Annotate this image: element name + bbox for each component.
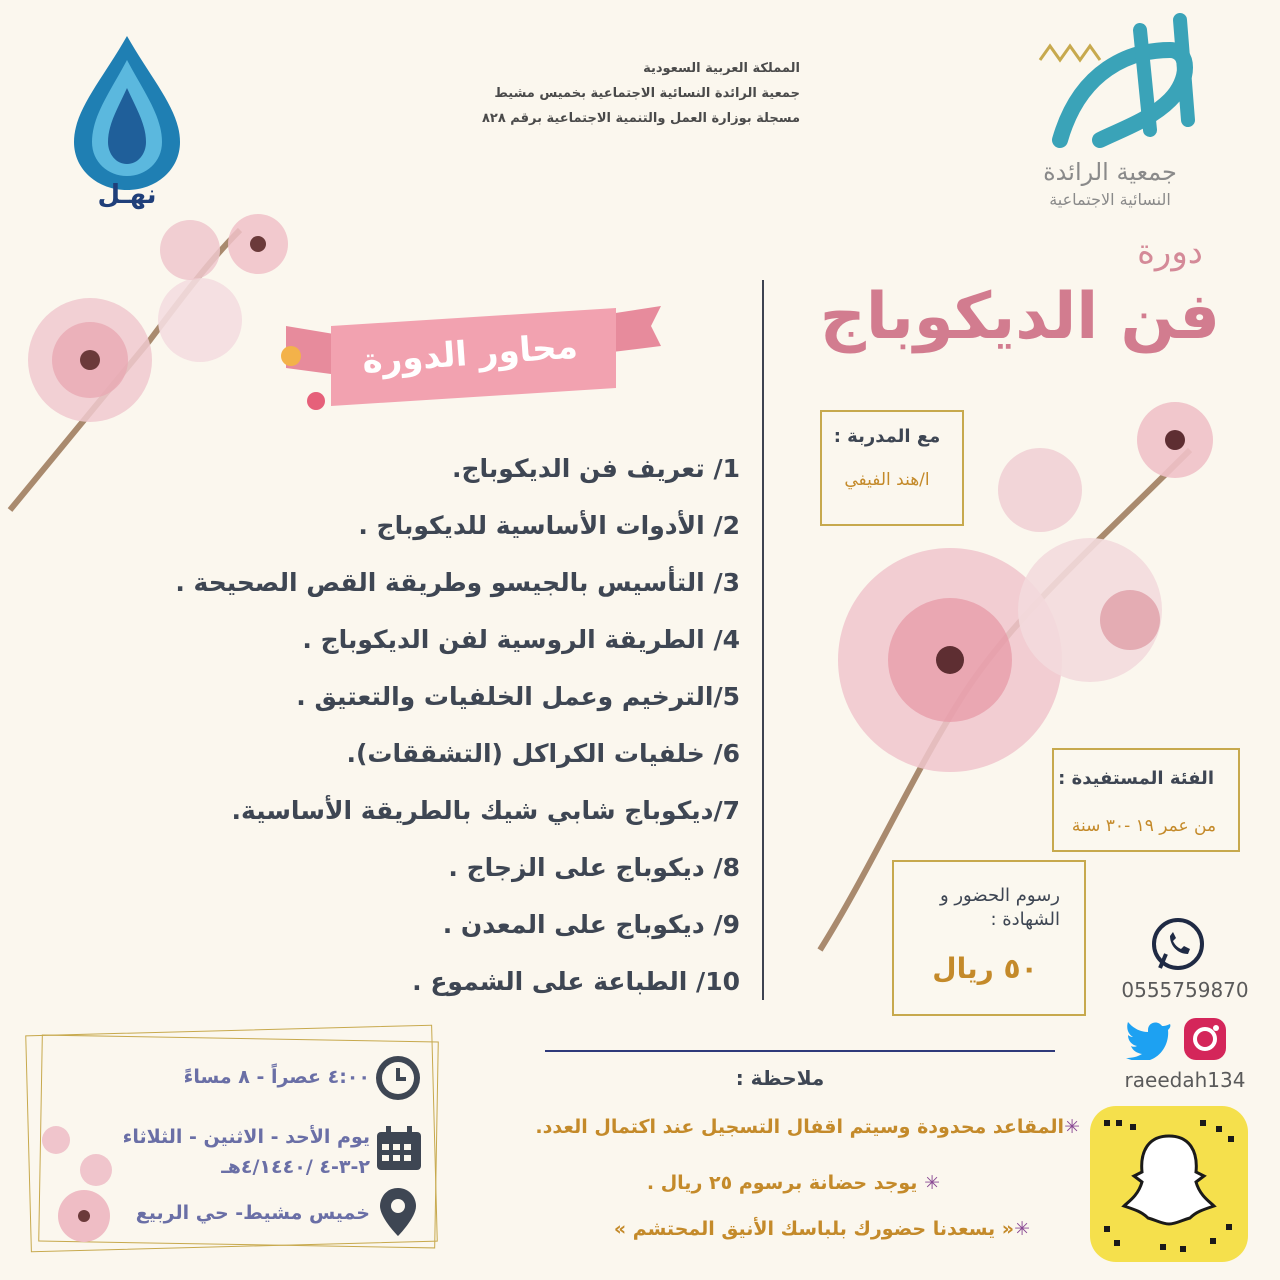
topic-item: 1/ تعريف فن الديكوباج.: [451, 454, 740, 483]
target-audience-label: الفئة المستفيدة :: [1058, 768, 1214, 789]
topic-item: 5/الترخيم وعمل الخلفيات والتعتيق .: [296, 682, 740, 711]
fee-label-line1: رسوم الحضور و: [939, 885, 1060, 906]
star-icon: ✳: [1064, 1116, 1080, 1138]
phone-number[interactable]: 0555759870: [1121, 978, 1249, 1002]
nahl-logo: [62, 30, 192, 210]
topic-item: 7/ديكوباج شابي شيك بالطريقة الأساسية.: [231, 796, 740, 825]
header-org-info: [480, 56, 800, 131]
note-item: [400, 1218, 1030, 1240]
note-item: [400, 1172, 940, 1194]
notes-separator: [545, 1050, 1055, 1052]
raeedah-logo-subtitle: النسائية الاجتماعية: [1049, 190, 1171, 209]
twitter-icon[interactable]: [1124, 1018, 1172, 1060]
topic-item: 4/ الطريقة الروسية لفن الديكوباج .: [302, 625, 740, 654]
nahl-logo-text: نهـل: [97, 180, 157, 210]
header-line-association: جمعية الرائدة النسائية الاجتماعية بخميس مشيط: [494, 86, 800, 101]
clock-icon: [372, 1052, 424, 1104]
flower-decoration-bottom: [26, 1120, 126, 1260]
course-label: دورة: [1137, 232, 1203, 272]
note-text: « يسعدنا حضورك بلباسك الأنيق المحتشم »: [613, 1218, 1015, 1240]
note-text: المقاعد محدودة وسيتم اقفال التسجيل عند اكتمال العدد.: [535, 1116, 1065, 1138]
topic-item: 10/ الطباعة على الشموع .: [412, 967, 740, 996]
schedule-time: ٤:٠٠ عصراً - ٨ مساءً: [183, 1066, 370, 1088]
topic-item: 9/ ديكوباج على المعدن .: [442, 910, 740, 939]
social-handle[interactable]: raeedah134: [1124, 1068, 1246, 1092]
target-audience-value: من عمر ١٩ -٣٠ سنة: [1071, 816, 1217, 836]
topic-item: 6/ خلفيات الكراكل (التشققات).: [346, 739, 740, 768]
crown-calligraphy-icon: [1020, 10, 1220, 160]
note-text: يوجد حضانة برسوم ٢٥ ريال .: [646, 1172, 918, 1194]
header-line-country: المملكة العربية السعودية: [643, 61, 800, 76]
fee-label: [900, 884, 1060, 932]
course-title: فن الديكوباج: [819, 280, 1220, 354]
schedule-dates: ٢-٣-٤ /٤/١٤٤٠هـ: [221, 1156, 370, 1178]
snapchat-ghost-icon: [1090, 1106, 1248, 1262]
snapchat-qr-icon[interactable]: [1090, 1106, 1248, 1262]
notes-title: ملاحظة :: [735, 1066, 825, 1090]
raeedah-logo: [1020, 10, 1220, 220]
schedule-days: يوم الأحد - الاثنين - الثلاثاء: [122, 1126, 370, 1148]
whatsapp-icon[interactable]: [1150, 916, 1206, 972]
trainer-label: مع المدربة :: [833, 426, 941, 447]
target-audience-box: [1052, 748, 1240, 852]
location-pin-icon: [376, 1184, 420, 1240]
header-line-registration: مسجلة بوزارة العمل والتنمية الاجتماعية برقم ٨٢٨: [481, 111, 800, 126]
calendar-icon: [374, 1124, 424, 1174]
raeedah-logo-name: جمعية الرائدة: [1043, 158, 1177, 186]
star-icon: ✳: [917, 1172, 940, 1194]
fee-label-line2: الشهادة :: [990, 909, 1060, 930]
topic-item: 2/ الأدوات الأساسية للديكوباج .: [358, 511, 740, 540]
schedule-location: خميس مشيط- حي الربيع: [135, 1202, 370, 1224]
topic-item: 3/ التأسيس بالجيسو وطريقة القص الصحيحة .: [175, 568, 740, 597]
vertical-divider: [762, 280, 764, 1000]
instagram-icon[interactable]: [1180, 1014, 1230, 1064]
note-item: [440, 1116, 1080, 1138]
ribbon-title: محاور الدورة: [361, 326, 579, 382]
topic-item: 8/ ديكوباج على الزجاج .: [448, 853, 740, 882]
topics-list: [100, 440, 740, 1010]
fee-value: ٥٠ ريال: [932, 952, 1038, 985]
trainer-name: ا/هند الفيفي: [844, 470, 930, 490]
star-icon: ✳: [1014, 1218, 1030, 1240]
